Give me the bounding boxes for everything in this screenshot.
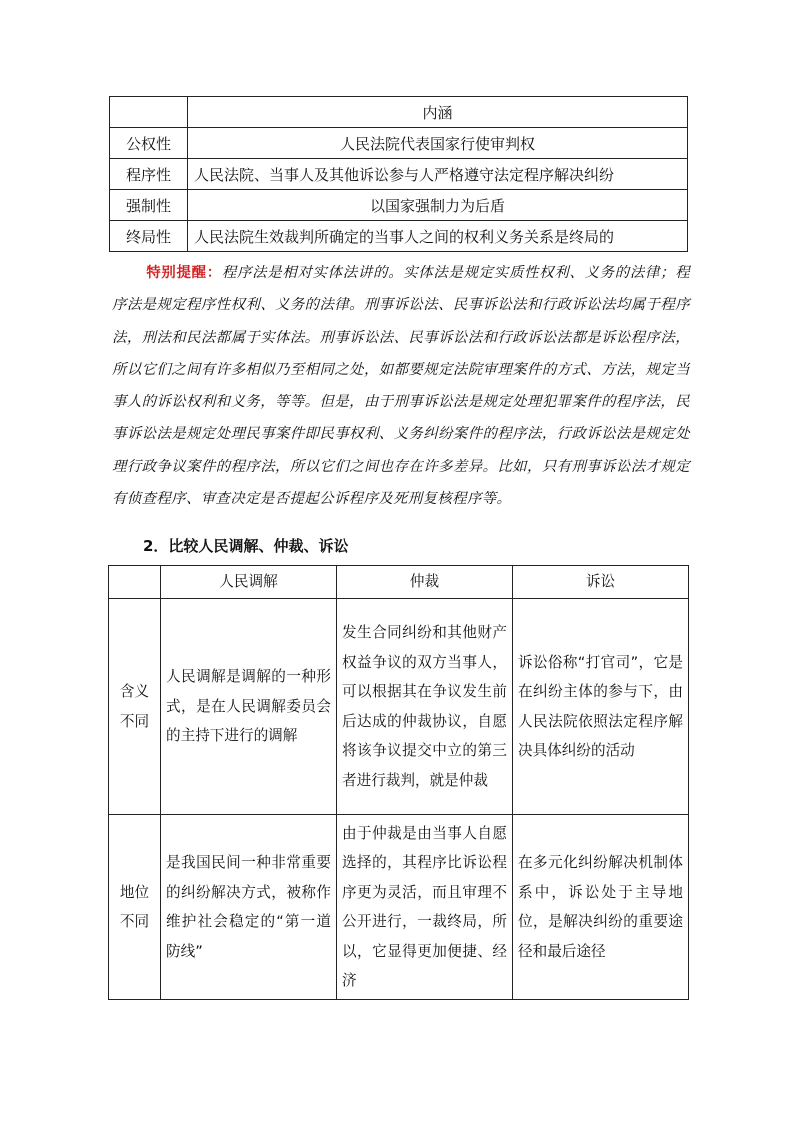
- term-cell: 强制性: [110, 190, 188, 221]
- table-row: [109, 815, 689, 1000]
- desc-cell: 人民法院代表国家行使审判权: [188, 128, 688, 159]
- table-row: [110, 221, 688, 252]
- desc-cell: 人民法院生效裁判所确定的当事人之间的权利义务关系是终局的: [188, 221, 688, 252]
- desc-cell: 以国家强制力为后盾: [188, 190, 688, 221]
- desc-cell: 人民法院、当事人及其他诉讼参与人严格遵守法定程序解决纠纷: [188, 159, 688, 190]
- header-cell-empty: [110, 97, 188, 128]
- arbitration-status-cell: 由于仲裁是由当事人自愿选择的，其程序比诉讼程序更为灵活，而且审理不公开进行，一裁终局，所以，它显得更加便捷、经济: [337, 815, 513, 1000]
- table-row: [109, 599, 689, 815]
- mediation-status-cell: 是我国民间一种非常重要的纠纷解决方式，被称作维护社会稳定的“第一道防线”: [161, 815, 337, 1000]
- row-label-status: [109, 815, 161, 1000]
- row-label-line: 不同: [119, 712, 150, 730]
- term-cell: 程序性: [110, 159, 188, 190]
- term-cell: 公权性: [110, 128, 188, 159]
- table-row: [110, 190, 688, 221]
- concept-table: [109, 96, 688, 252]
- header-cell-arbitration: 仲裁: [337, 566, 513, 599]
- table-header-row: [109, 566, 689, 599]
- row-label-meaning: [109, 599, 161, 815]
- section-heading: 2．比较人民调解、仲裁、诉讼: [143, 537, 349, 555]
- table-row: [110, 128, 688, 159]
- header-cell-empty: [109, 566, 161, 599]
- litigation-status-cell: 在多元化纠纷解决机制体系中，诉讼处于主导地位，是解决纠纷的重要途径和最后途径: [513, 815, 689, 1000]
- header-cell-litigation: 诉讼: [513, 566, 689, 599]
- mediation-meaning-cell: 人民调解是调解的一种形式，是在人民调解委员会的主持下进行的调解: [161, 599, 337, 815]
- row-label-line: 含义: [119, 683, 150, 700]
- term-cell: 终局性: [110, 221, 188, 252]
- litigation-meaning-cell: 诉讼俗称“打官司”，它是在纠纷主体的参与下，由人民法院依照法定程序解决具体纠纷的活动: [513, 599, 689, 815]
- header-cell-meaning: 内涵: [188, 97, 688, 128]
- reminder-label: 特别提醒：: [146, 265, 222, 281]
- arbitration-meaning-cell: 发生合同纠纷和其他财产权益争议的双方当事人，可以根据其在争议发生前后达成的仲裁协议，自愿将该争议提交中立的第三者进行裁判，就是仲裁: [337, 599, 513, 815]
- header-cell-mediation: 人民调解: [161, 566, 337, 599]
- table-row: [110, 159, 688, 190]
- reminder-text: 程序法是相对实体法讲的。实体法是规定实质性权利、义务的法律；程序法是规定程序性权利、义务的法律。刑事诉讼法、民事诉讼法和行政诉讼法均属于程序法，刑法和民法都属于实体法。刑事诉讼法、民事诉讼法和行政诉讼法都是诉讼程序法，所以它们之间有许多相似乃至相同之处，如都要规定法院审理案件的方式、方法，规定当事人的诉讼权利和义务，等等。但是，由于刑事诉讼法是规定处理犯罪案件的程序法，民事诉讼法是规定处理民事案件即民事权利、义务纠纷案件的程序法，行政诉讼法是规定处理行政争议案件的程序法，所以它们之间也存在许多差异。比如，只有刑事诉讼法才规定有侦查程序、审查决定是否提起公诉程序及死刑复核程序等。: [112, 265, 690, 508]
- comparison-table: [108, 565, 689, 1000]
- row-label-line: 不同: [119, 913, 150, 930]
- row-label-line: 地位: [119, 883, 150, 901]
- special-reminder-paragraph: [112, 257, 690, 515]
- table-header-row: [110, 97, 688, 128]
